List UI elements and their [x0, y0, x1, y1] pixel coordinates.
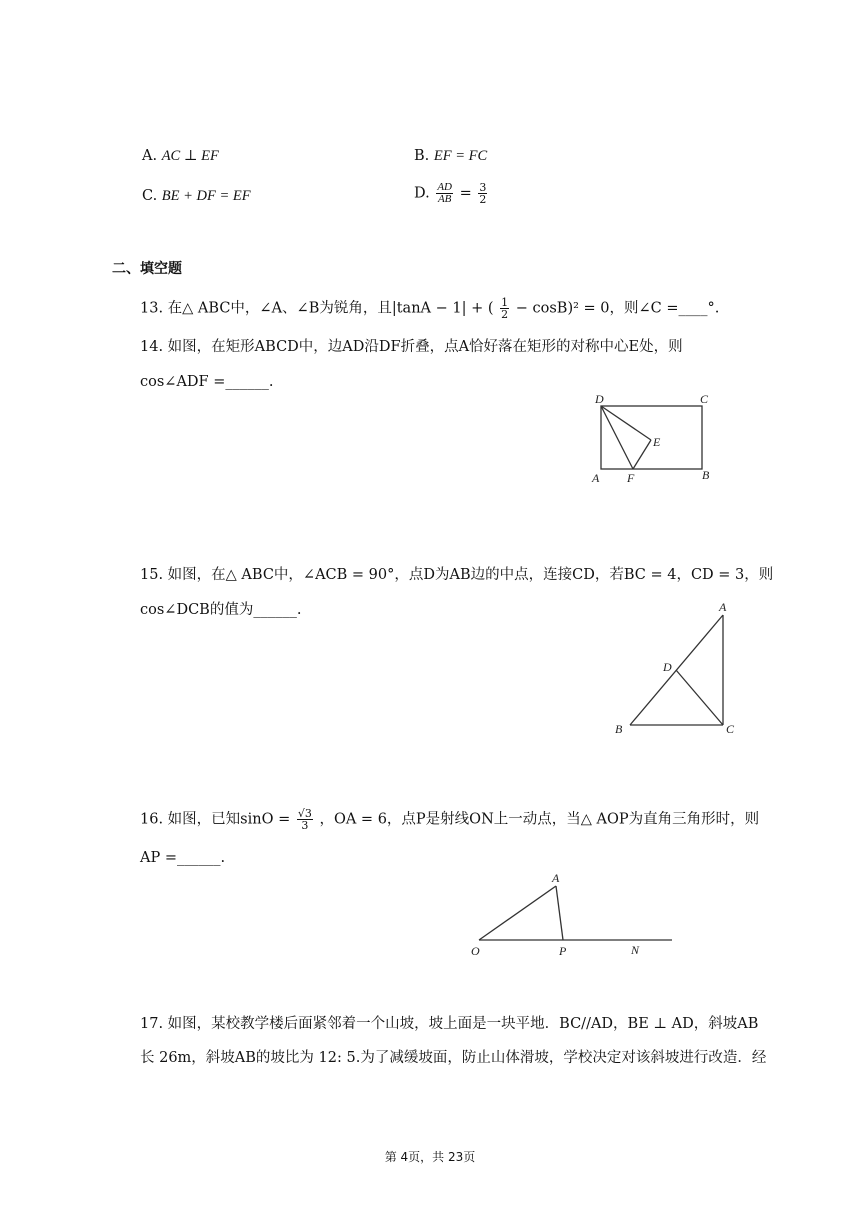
option-d [414, 182, 489, 205]
label-b: B [615, 722, 623, 736]
q13-pre: 13. 在△ ABC中，∠A、∠B为锐角，且|tanA − 1| + ( [140, 300, 494, 317]
page-footer: 第 4页，共 23页 [384, 1150, 476, 1164]
option-a [142, 146, 219, 166]
rectangle-abcd [601, 406, 702, 469]
q16-pre: 16. 如图，已知sinO = [140, 811, 291, 828]
label-o: O [471, 944, 480, 958]
option-d-numerator: AD [437, 181, 452, 193]
q16-fraction-numerator: √3 [297, 807, 312, 820]
q17-line1: 17. 如图，某校教学楼后面紧邻着一个山坡，坡上面是一块平地．BC//AD，BE ⊥ AD，斜坡AB [140, 1016, 759, 1032]
label-e: E [653, 435, 661, 449]
q13-post: − cosB)² = 0，则∠C =____°. [515, 300, 720, 317]
option-b-letter: B. [414, 148, 430, 164]
q16-figure [465, 866, 685, 966]
q16-fraction [297, 808, 313, 831]
label-d: D [663, 660, 672, 674]
option-d-equals: = [459, 185, 472, 202]
label-n: N [631, 943, 640, 957]
label-a: A [719, 600, 727, 614]
label-a: A [552, 871, 560, 885]
option-c [142, 186, 251, 206]
q15-figure [610, 595, 750, 745]
section-title: 二、填空题 [112, 261, 182, 277]
q17-line2: 长 26m，斜坡AB的坡比为 12: 5.为了减缓坡面，防止山体滑坡，学校决定对该斜坡进行改造．经 [140, 1050, 767, 1066]
option-d-letter: D. [414, 185, 430, 202]
option-c-letter: C. [142, 188, 158, 204]
label-f: F [627, 471, 635, 485]
q13-fraction-denominator: 2 [501, 308, 509, 321]
q16-fraction-denominator: 3 [301, 819, 309, 832]
option-a-text: AC ⊥ EF [161, 148, 219, 164]
q13-fraction [500, 297, 509, 320]
q15-line1: 15. 如图，在△ ABC中，∠ACB = 90°，点D为AB边的中点，连接CD，若BC = 4，CD = 3，则 [140, 567, 774, 583]
label-a: A [592, 471, 600, 485]
option-d-result-numerator: 3 [479, 181, 487, 194]
option-a-letter: A. [142, 148, 158, 164]
option-b-text: EF = FC [433, 148, 488, 164]
question-13 [140, 297, 719, 320]
option-b [414, 146, 487, 166]
segment-fe [633, 440, 651, 469]
q14-figure [585, 388, 725, 488]
q14-line2: cos∠ADF =______. [140, 374, 274, 390]
q14-line1: 14. 如图，在矩形ABCD中，边AD沿DF折叠，点A恰好落在矩形的对称中心E处，则 [140, 339, 683, 355]
segment-df [601, 406, 633, 469]
q15-line2: cos∠DCB的值为______. [140, 602, 302, 618]
option-d-denominator: AB [437, 193, 452, 205]
label-p: P [559, 944, 567, 958]
q16-post: ，OA = 6，点P是射线ON上一动点，当△ AOP为直角三角形时，则 [319, 811, 760, 828]
label-d: D [595, 392, 604, 406]
label-c: C [700, 392, 709, 406]
segment-dc [676, 670, 723, 725]
q16-line2: AP =______. [140, 850, 226, 866]
label-c: C [726, 722, 735, 736]
label-b: B [702, 468, 710, 482]
question-16 [140, 808, 759, 831]
option-d-fraction [436, 182, 453, 205]
q13-fraction-numerator: 1 [501, 296, 509, 309]
option-c-text: BE + DF = EF [161, 188, 251, 204]
segment-oa [479, 886, 556, 940]
option-d-result-fraction [478, 182, 487, 205]
segment-de [601, 406, 651, 440]
option-d-result-denominator: 2 [479, 193, 487, 206]
segment-ap [556, 886, 563, 940]
